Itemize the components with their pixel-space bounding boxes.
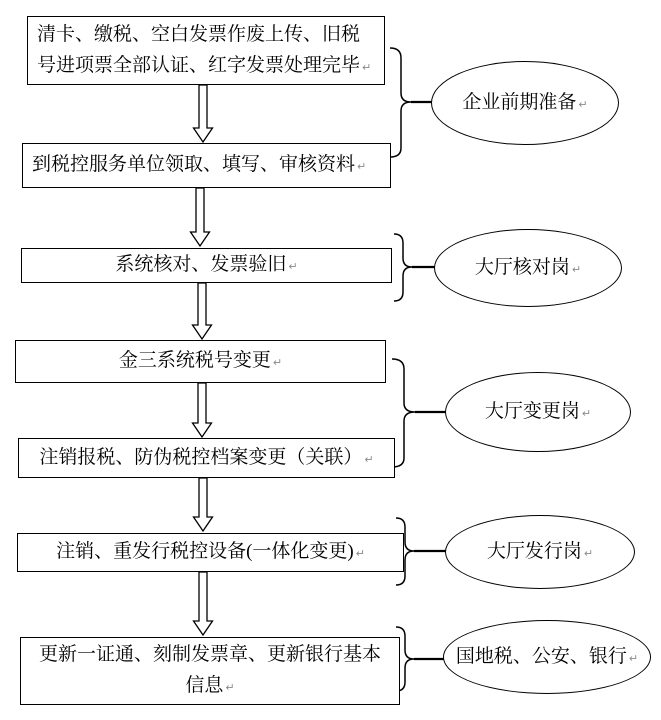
role-text: 国地税、公安、银行: [455, 645, 627, 667]
step-text: 系统核对、发票验旧: [115, 254, 287, 275]
step-label-1: [28, 19, 384, 83]
role-ellipse-1: [431, 61, 619, 145]
step-box-6: [17, 533, 404, 572]
brace-2: [394, 234, 412, 301]
paragraph-mark: ↵: [355, 547, 365, 560]
down-arrow-2: [191, 188, 210, 246]
step-box-1: [27, 16, 385, 85]
role-text: 企业前期准备: [462, 91, 577, 113]
step-text: 金三系统税号变更: [118, 350, 271, 371]
paragraph-mark: ↵: [571, 262, 582, 276]
step-text: 注销报税、防伪税控档案变更（关联）: [39, 446, 363, 468]
step-text: 注销、重发行税控设备(一体化变更): [56, 541, 354, 562]
step-text: 到税控服务单位领取、填写、审核资料: [32, 154, 356, 175]
down-arrow-3: [193, 283, 212, 339]
role-ellipse-3: [445, 372, 631, 452]
paragraph-mark: ↵: [583, 546, 594, 560]
paragraph-mark: ↵: [364, 452, 374, 466]
down-arrow-6: [194, 572, 213, 635]
step-box-4: [15, 340, 386, 383]
step-label-6: [18, 536, 403, 569]
role-label-3: [446, 396, 630, 429]
step-box-5: [18, 438, 395, 478]
role-label-5: [444, 641, 650, 674]
down-arrow-5: [194, 478, 213, 531]
step-label-5: [19, 442, 394, 475]
role-text: 大厅发行岗: [486, 540, 582, 562]
down-arrow-4: [193, 383, 212, 437]
paragraph-mark: ↵: [581, 406, 592, 420]
paragraph-mark: ↵: [225, 681, 235, 694]
role-label-1: [432, 87, 618, 120]
paragraph-mark: ↵: [578, 97, 588, 111]
step-label-2: [23, 149, 390, 182]
down-arrow-1: [194, 85, 213, 142]
paragraph-mark: ↵: [288, 260, 298, 273]
paragraph-mark: ↵: [628, 651, 639, 665]
brace-3: [392, 359, 415, 467]
step-box-2: [22, 143, 391, 188]
role-label-4: [446, 536, 634, 569]
paragraph-mark: ↵: [272, 356, 283, 369]
brace-1: [390, 48, 411, 157]
role-ellipse-5: [443, 620, 651, 694]
step-text: 更新一证通、刻制发票章、更新银行基本信息: [38, 644, 381, 696]
step-text: 清卡、缴税、空白发票作废上传、旧税号进项票全部认证、红字发票处理完毕: [37, 23, 361, 76]
step-label-3: [22, 249, 391, 282]
role-text: 大厅核对岗: [474, 256, 570, 278]
step-box-3: [21, 248, 392, 283]
role-label-2: [435, 252, 621, 285]
role-ellipse-4: [445, 515, 635, 589]
paragraph-mark: ↵: [357, 160, 367, 173]
step-box-7: [20, 637, 400, 705]
role-text: 大厅变更岗: [484, 400, 580, 422]
step-label-4: [16, 345, 385, 378]
step-label-7: [21, 639, 399, 703]
paragraph-mark: ↵: [362, 60, 372, 74]
role-ellipse-2: [434, 229, 622, 307]
